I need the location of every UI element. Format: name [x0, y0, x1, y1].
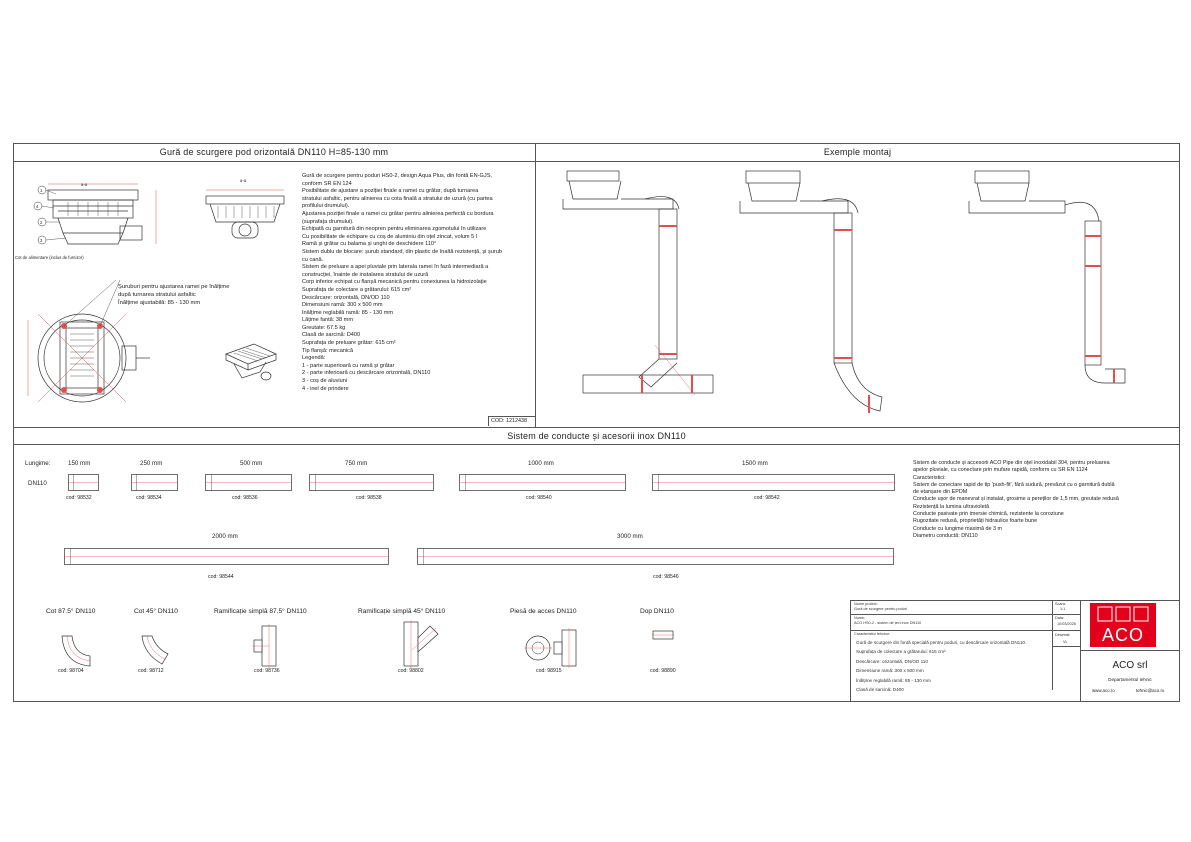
- pipe-code-150: cod: 98532: [66, 495, 92, 501]
- company-name: ACO srl: [1112, 660, 1148, 671]
- gully-plan-view-drawing: [20, 300, 160, 415]
- pipe-system-specs: Sistem de conducte și accesorii ACO Pipe din oțel inoxidabil 304, pentru preluarea apelor pluviale, cu conectare prin mufare rapidă, conform cu SR EN 1124 Caracteristici: Sistem de conectare rapid de tip 'push-fit', fără sudură, prevăzut cu o garnitură dublă de etanșare din EPDM Conducte ușor de manevrat și instalat, grosime a pereților de 1,5 mm, greutate redusă Rezistență la lumina ultravioletă Conducte pasivate prin imersie chimică, rezistente la coroziune Rugozitate redusă, proprietăți hidraulice foarte bune Conducte cu lungime maximă de 3 m Diametru conductă: DN110: [913, 460, 1119, 539]
- accessory-title-plug: Dop DN110: [640, 608, 674, 615]
- branch-87-drawing: [252, 624, 288, 668]
- tb-scale-value: 1:1: [1060, 607, 1066, 611]
- pipe-250: [131, 474, 179, 492]
- header-divider: [13, 161, 1180, 162]
- pipe-length-500: 500 mm: [240, 460, 263, 467]
- accessory-code-plug: cod: 98890: [650, 668, 676, 674]
- tb-col-1: [1052, 600, 1053, 690]
- callout-4: 4: [36, 204, 39, 209]
- tb-row-4: [1080, 650, 1180, 651]
- pipe-length-250: 250 mm: [140, 460, 163, 467]
- pipe-code-1500: cod: 98542: [754, 495, 780, 501]
- pipe-length-3000: 3000 mm: [617, 533, 643, 540]
- accessory-title-access-piece: Piesă de acces DN110: [510, 608, 577, 615]
- tb-name-value: Gură de scurgere pentru poduri: [854, 607, 907, 611]
- accessory-title-branch-45: Ramificație simplă 45° DN110: [358, 608, 446, 615]
- pipe-3000: [417, 548, 895, 566]
- elbow-45-drawing: [140, 632, 172, 668]
- tb-col-2: [1080, 600, 1081, 702]
- pipe-code-3000: cod: 98546: [653, 574, 679, 580]
- accessory-code-access-piece: cod: 98915: [536, 668, 562, 674]
- middle-section-title: Sistem de conducte și acesorii inox DN110: [507, 431, 686, 441]
- tb-drawn-label: Desenat:: [1055, 633, 1071, 637]
- pipe-2000: [64, 548, 390, 566]
- aco-logo: [1090, 603, 1156, 647]
- callout-3: 3: [40, 238, 43, 243]
- tb-date-label: Data:: [1055, 616, 1065, 620]
- pipe-code-250: cod: 98534: [136, 495, 162, 501]
- mounting-example-3: [955, 165, 1135, 395]
- pipe-1000: [459, 474, 627, 492]
- tb-row-2: [850, 630, 1080, 631]
- dim-label-b: a-a: [240, 178, 247, 183]
- website-link[interactable]: www.aco.ro: [1092, 688, 1115, 693]
- accessory-code-branch-45: cod: 98802: [398, 668, 424, 674]
- pipe-code-500: cod: 98536: [232, 495, 258, 501]
- tb-chars: Gură de scurgere din fontă specială pentru poduri, cu descărcare orizontală DN110. Suprafața de colectare a grătarului: 615 cm² Descărcare: orizontală, DN/OD 110 Dimensiune ramă: 300 x 500 mm Înălțime reglabilă ramă: 85 - 130 mm Clasă de sarcină: D400: [856, 640, 1027, 693]
- callout-1: 1: [40, 188, 43, 193]
- left-section-title: Gură de scurgere pod orizontală DN110 H=85-130 mm: [159, 147, 389, 157]
- pipe-code-2000: cod: 98544: [208, 574, 234, 580]
- tb-date-value: 10/03/2026: [1057, 622, 1077, 626]
- pipe-length-150: 150 mm: [68, 460, 91, 467]
- tb-name-label: Nume proiect:: [854, 602, 878, 606]
- callout-2: 2: [40, 220, 43, 225]
- aco-logo-text: ACO: [1101, 625, 1144, 645]
- accessory-code-elbow-45: cod: 98712: [138, 668, 164, 674]
- pipe-code-750: cod: 98538: [356, 495, 382, 501]
- pipe-750: [309, 474, 435, 492]
- product-description: Gură de scurgere pentru poduri HS0-2, design Aqua Plus, din fontă EN-GJS, conform SR EN 124 Posibilitate de ajustare a poziției finale a ramei cu grătar, după turnarea stratului asfaltic, pentru alinierea cu cota finală a stratului de uzură (cu partea profilului drumului). Ajustarea poziției finale a ramei cu grătar pentru alinierea perfectă cu bordura (suprafața drumului). Echipată cu garnitură din neopren pentru eliminarea zgomotului în utilizare Cu posibilitate de echipare cu coș de aluminiu din oțel zincat, volum 5 l Ramă și grătar cu balama și unghi de deschidere 110° Sistem dublu de blocare: șurub standard, din plastic de înaltă rezistență, și șurub cu cană. Sistem de preluare a apei pluviale prin laterala ramei în fază intermediară a construcției, înainte de instalarea stratului de uzură Corp inferior echipat cu flanșă mecanică pentru conexiunea la hidroizolație Suprafața de colectare a grătarului: 615 cm² Descărcare: orizontală, DN/OD 110 Dimensiuni ramă: 300 x 500 mm Înălțime reglabilă ramă: 85 - 130 mm Lățime fantă: 38 mm Greutate: 67.5 kg Clasă de sarcină: D400 Suprafața de preluare grătar: 615 cm² Tip flanșă: mecanică Legendă: 1 - parte superioară cu ramă și grătar 2 - parte inferioară cu descărcare orizontală, DN110 3 - coș de aluviuni 4 - inel de prindere: [302, 173, 502, 392]
- tb-item-label: Nume:: [854, 616, 866, 620]
- pipe-length-750: 750 mm: [345, 460, 368, 467]
- tb-scale-label: Scara:: [1055, 602, 1066, 606]
- dim-label-a: a-a: [81, 182, 88, 187]
- accessory-code-branch-87: cod: 98736: [254, 668, 280, 674]
- gully-isometric-drawing: [220, 340, 280, 388]
- tb-drawn-value: VL: [1063, 640, 1068, 644]
- pipe-length-2000: 2000 mm: [212, 533, 238, 540]
- email-link[interactable]: tehnic@aco.ro: [1136, 688, 1165, 693]
- adjustment-note: Șuruburi pentru ajustarea ramei pe înălțime după turnarea stratului asfaltic Înălțime ajustabilă: 85 - 130 mm: [118, 284, 230, 306]
- pipe-150: [68, 474, 100, 492]
- pipe-500: [205, 474, 293, 492]
- right-section-title: Exemple montaj: [823, 147, 892, 157]
- column-divider: [535, 143, 536, 427]
- branch-45-drawing: [400, 620, 440, 668]
- section-note: Cot de alimentare (inclus de furnizor): [15, 255, 84, 260]
- pipe-1500: [652, 474, 896, 492]
- gully-side-section-drawing: [28, 178, 178, 258]
- tb-row-1: [850, 614, 1080, 615]
- accessory-code-elbow-87: cod: 98704: [58, 668, 84, 674]
- mounting-example-1: [555, 165, 715, 415]
- pipe-length-1000: 1000 mm: [528, 460, 554, 467]
- department: Departamentul tehnic: [1108, 677, 1152, 682]
- accessory-title-branch-87: Ramificație simplă 87.5° DN110: [214, 608, 307, 615]
- elbow-87-drawing: [60, 632, 92, 668]
- tb-item-value: ACO HS0-2 - sistem de țevi inox DN110: [854, 621, 922, 625]
- accessory-title-elbow-45: Cot 45° DN110: [134, 608, 178, 615]
- length-label: Lungime:: [25, 460, 51, 467]
- plug-drawing: [652, 630, 674, 640]
- middle-divider-top: [13, 427, 1180, 428]
- product-code: COD: 1212438: [488, 416, 535, 426]
- dn-label: DN110: [28, 480, 47, 487]
- middle-divider-bottom: [13, 444, 1180, 445]
- pipe-code-1000: cod: 98540: [526, 495, 552, 501]
- tb-chars-label: Caracteristici tehnice:: [854, 632, 891, 636]
- mounting-example-2: [730, 165, 900, 425]
- pipe-length-1500: 1500 mm: [742, 460, 768, 467]
- tb-row-3: [1052, 646, 1080, 647]
- gully-front-section-drawing: [196, 178, 296, 248]
- accessory-title-elbow-87: Cot 87.5° DN110: [46, 608, 96, 615]
- access-piece-drawing: [524, 628, 584, 668]
